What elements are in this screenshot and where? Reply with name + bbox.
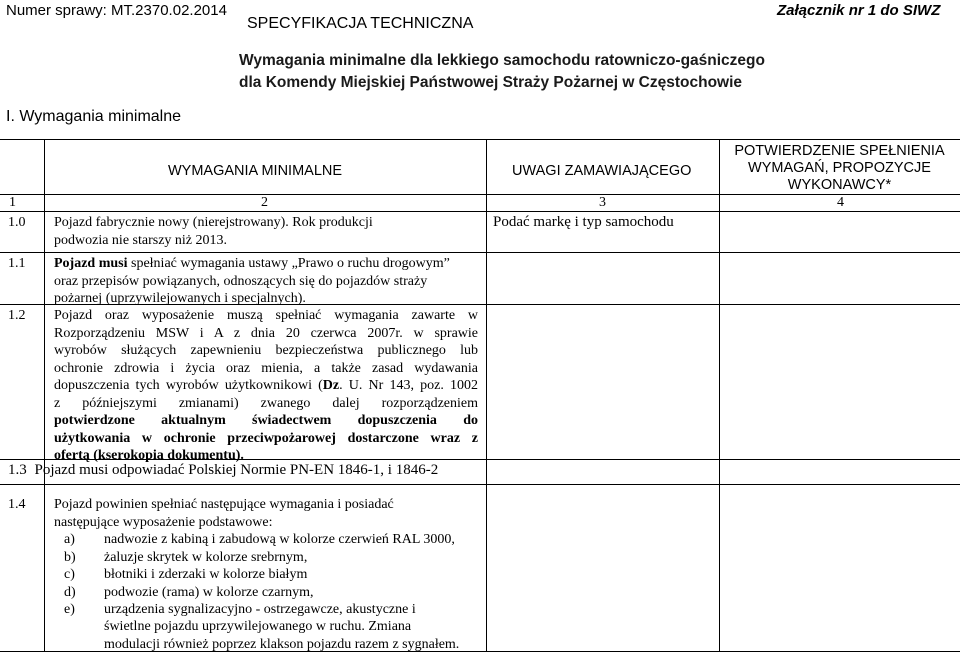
list-marker: a) <box>64 531 75 549</box>
text-line: świetlne pojazdu uprzywilejowanego w ruchu. Zmiana <box>104 618 484 636</box>
case-number: Numer sprawy: MT.2370.02.2014 <box>6 2 227 19</box>
table-header-divider <box>0 194 960 195</box>
column-divider <box>719 139 720 651</box>
row-number: 1.1 <box>8 255 26 273</box>
list-item-text: urządzenia sygnalizacyjno - ostrzegawcze, akustyczne i <box>104 602 416 617</box>
column-number: 2 <box>261 194 268 211</box>
row-number: 1.2 <box>8 307 26 325</box>
row-1-0-text <box>54 214 474 249</box>
text-run: spełniać wymagania ustawy „Prawo o ruchu drogowym” <box>128 256 450 271</box>
text-line <box>54 255 484 273</box>
attachment-label: Załącznik nr 1 do SIWZ <box>777 2 940 19</box>
list-marker: c) <box>64 566 75 584</box>
row-1-4-intro <box>54 496 484 531</box>
text-line: użytkowania w ochronie przeciwpożarowej dostarczone wraz z <box>54 430 478 448</box>
text-line: ofertą (kserokopia dokumentu). <box>54 447 478 465</box>
list-marker: b) <box>64 549 76 567</box>
list-marker: d) <box>64 584 76 602</box>
subtitle-line-2: dla Komendy Miejskiej Państwowej Straży Pożarnej w Częstochowie <box>239 74 742 92</box>
text-line: Pojazd musi odpowiadać Polskiej Normie PN-EN 1846-1, i 1846-2 <box>35 462 439 478</box>
list-item-text: podwozie (rama) w kolorze czarnym, <box>104 585 314 600</box>
text-line: Pojazd oraz wyposażenie muszą spełniać wymagania zawarte w <box>54 307 478 325</box>
list-item <box>64 584 484 602</box>
text-run: dopuszczenia tych wyrobów użytkownikowi ( <box>54 378 323 393</box>
text-bold: Pojazd musi <box>54 256 128 271</box>
table-numbers-divider <box>0 211 960 212</box>
text-line: z późniejszymi zmianami) zwanego dalej rozporządzeniem <box>54 395 478 413</box>
subtitle-line-1: Wymagania minimalne dla lekkiego samochodu ratowniczo-gaśniczego <box>239 52 765 70</box>
text-line: potwierdzone aktualnym świadectwem dopuszczenia do <box>54 412 478 430</box>
column-number: 4 <box>837 194 844 211</box>
list-item <box>64 601 484 619</box>
text-line: pożarnej (uprzywilejowanych i specjalnych). <box>54 290 484 308</box>
text-line: wyrobów służących zapewnieniu bezpieczeństwa publicznego lub <box>54 342 478 360</box>
row-1-4-tail <box>104 618 484 653</box>
list-item <box>64 531 484 549</box>
list-item <box>64 566 484 584</box>
row-number: 1.4 <box>8 496 26 514</box>
section-title: I. Wymagania minimalne <box>6 108 181 126</box>
text-line: Rozporządzeniu MSW i A z dnia 20 czerwca 2007r. w sprawie <box>54 325 478 343</box>
header-confirmation <box>719 143 960 194</box>
text-line: ochronie zdrowia i życia oraz mienia, a także zasad wydawania <box>54 360 478 378</box>
row-divider <box>0 252 960 253</box>
text-line: podwozia nie starszy niż 2013. <box>54 232 474 250</box>
list-marker: e) <box>64 601 75 619</box>
text-line: Pojazd fabrycznie nowy (nierejstrowany). Rok produkcji <box>54 214 474 232</box>
row-1-0-remark: Podać markę i typ samochodu <box>493 214 674 232</box>
text-run: . U. Nr 143, poz. 1002 <box>339 378 478 393</box>
list-item-text: żaluzje skrytek w kolorze srebrnym, <box>104 550 307 565</box>
equipment-list <box>64 531 484 619</box>
list-item-text: nadwozie z kabiną i zabudową w kolorze czerwień RAL 3000, <box>104 532 455 547</box>
column-number: 3 <box>599 194 606 211</box>
text-line: modulacji również poprzez klakson pojazdu razem z sygnałem. <box>104 636 484 653</box>
header-confirmation-line: WYMAGAŃ, PROPOZYCJE <box>719 160 960 177</box>
list-item <box>64 549 484 567</box>
header-confirmation-line: WYKONAWCY* <box>719 177 960 194</box>
text-line: oraz przepisów powiązanych, odnoszących się do pojazdów straży <box>54 273 484 291</box>
row-1-3 <box>8 461 438 479</box>
text-bold: Dz <box>323 378 339 393</box>
column-divider <box>44 139 45 651</box>
row-1-2-text <box>54 307 478 465</box>
column-divider <box>486 139 487 651</box>
row-number: 1.0 <box>8 214 26 232</box>
text-line: Pojazd powinien spełniać następujące wymagania i posiadać <box>54 496 484 514</box>
text-line: następujące wyposażenie podstawowe: <box>54 514 484 532</box>
text-line <box>54 377 478 395</box>
row-divider <box>0 484 960 485</box>
column-number: 1 <box>9 194 16 211</box>
header-remarks: UWAGI ZAMAWIAJĄCEGO <box>512 163 691 179</box>
header-requirements: WYMAGANIA MINIMALNE <box>168 163 342 179</box>
row-1-1-text <box>54 255 484 308</box>
row-number: 1.3 <box>8 462 27 478</box>
table-border-top <box>0 139 960 140</box>
list-item-text: błotniki i zderzaki w kolorze białym <box>104 567 307 582</box>
header-confirmation-line: POTWIERDZENIE SPEŁNIENIA <box>719 143 960 160</box>
document-title: SPECYFIKACJA TECHNICZNA <box>247 15 473 33</box>
